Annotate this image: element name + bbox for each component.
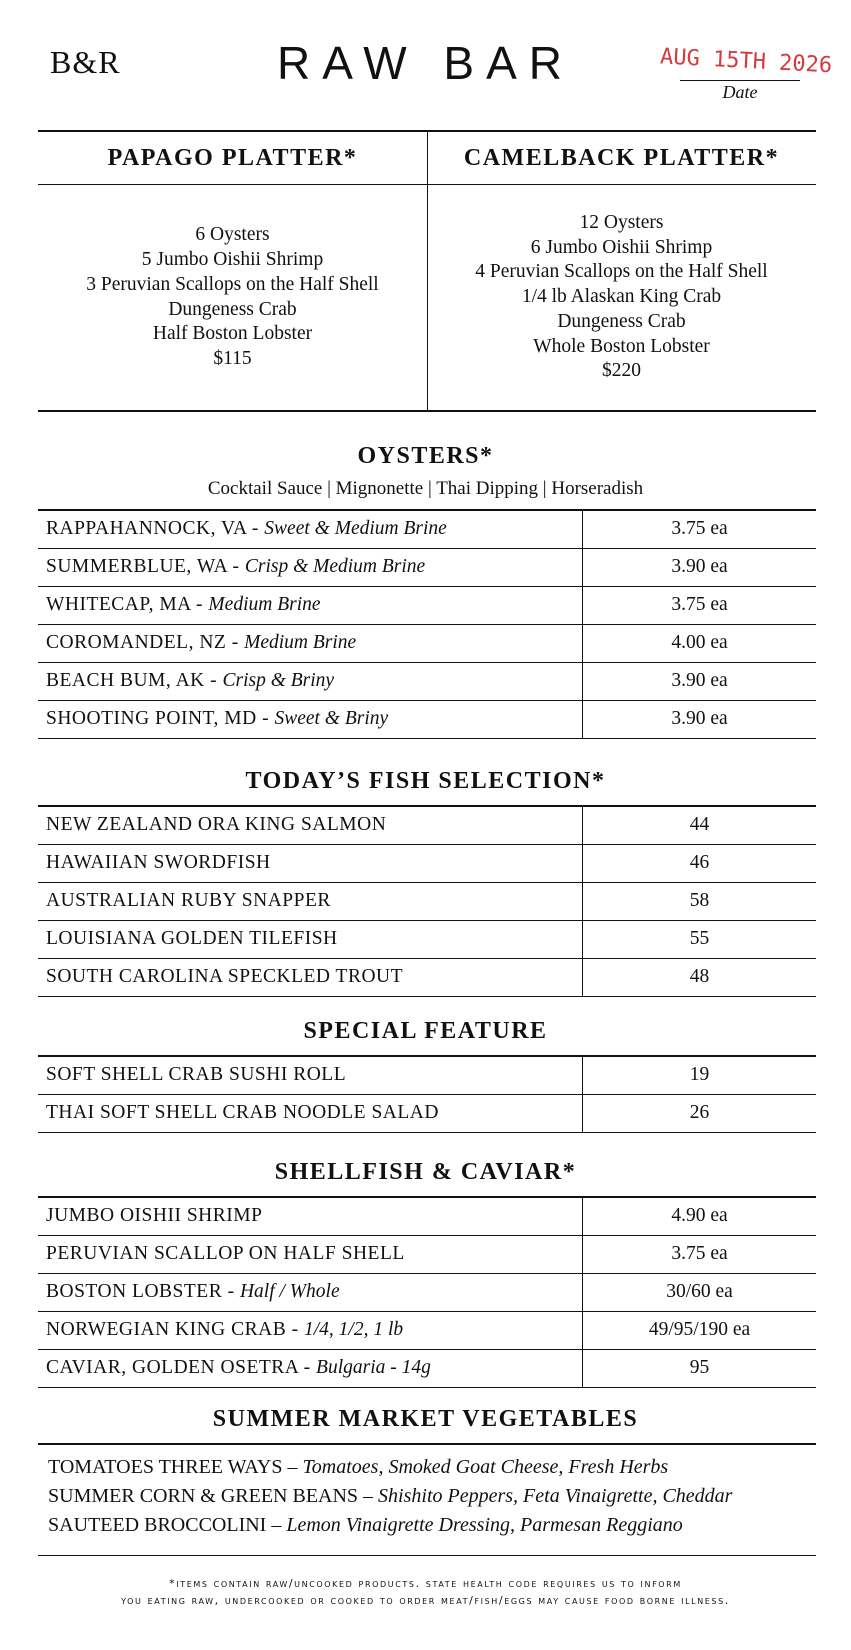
item-name [38, 586, 583, 624]
list-item [48, 1511, 818, 1540]
item-title: THAI SOFT SHELL CRAB NOODLE SALAD [38, 1094, 583, 1132]
platter-item: 6 Oysters [195, 224, 270, 246]
item-desc: Crisp & Medium Brine [244, 556, 426, 577]
section-title-fish: TODAY’S FISH SELECTION* [245, 768, 606, 794]
item-price: 48 [583, 958, 817, 996]
platter-items [38, 185, 427, 410]
item-title: SOFT SHELL CRAB SUSHI ROLL [38, 1056, 583, 1094]
item-sep: - [226, 632, 245, 653]
item-sep: – [266, 1514, 287, 1536]
item-price: 46 [583, 844, 817, 882]
platter-item: 6 Jumbo Oishii Shrimp [530, 236, 713, 258]
item-desc: Lemon Vinaigrette Dressing, Parmesan Reggiano [286, 1514, 683, 1536]
platter-title: PAPAGO PLATTER* [38, 132, 427, 185]
item-sep: – [358, 1485, 379, 1507]
page-title: RAW BAR [277, 37, 574, 89]
table-row [38, 1273, 816, 1311]
item-name [38, 1273, 583, 1311]
platter-item: Dungeness Crab [168, 298, 297, 320]
platters-box [38, 130, 816, 412]
item-sep: - [190, 594, 209, 615]
item-name [38, 1235, 583, 1273]
item-name [38, 510, 583, 548]
table-row [38, 586, 816, 624]
table-row [38, 1349, 816, 1387]
item-title: AUSTRALIAN RUBY SNAPPER [38, 882, 583, 920]
platter-title: CAMELBACK PLATTER* [427, 132, 816, 185]
divider [38, 1555, 816, 1556]
item-price: 58 [583, 882, 817, 920]
item-title: NEW ZEALAND ORA KING SALMON [38, 806, 583, 844]
section-title-special: SPECIAL FEATURE [303, 1018, 548, 1044]
item-name [38, 624, 583, 662]
table-row [38, 882, 816, 920]
item-title: SUMMER CORN & GREEN BEANS [48, 1485, 359, 1507]
item-sep: - [227, 556, 245, 577]
item-title: SAUTEED BROCCOLINI [48, 1514, 267, 1536]
table-row [38, 1197, 816, 1235]
table-row [38, 624, 816, 662]
item-name [38, 1197, 583, 1235]
item-desc: Shishito Peppers, Feta Vinaigrette, Cheddar [378, 1485, 733, 1507]
health-disclaimer [0, 1575, 851, 1609]
table-row [38, 844, 816, 882]
item-price: 4.90 ea [583, 1197, 817, 1235]
table-row [38, 920, 816, 958]
item-name [38, 700, 583, 738]
special-table [38, 1055, 816, 1133]
item-desc: 1/4, 1/2, 1 lb [304, 1319, 404, 1340]
platter-price: $115 [213, 348, 252, 370]
section-title-shellfish: SHELLFISH & CAVIAR* [274, 1159, 577, 1185]
item-title: WHITECAP, MA [46, 594, 191, 615]
platter-item: 12 Oysters [579, 211, 664, 233]
item-price: 26 [583, 1094, 817, 1132]
item-title: JUMBO OISHII SHRIMP [46, 1205, 263, 1227]
platter-item: 1/4 lb Alaskan King Crab [521, 286, 722, 308]
fish-table [38, 805, 816, 997]
list-item [48, 1453, 818, 1482]
item-title: SUMMERBLUE, WA [46, 556, 228, 577]
date-label: Date [722, 82, 758, 102]
item-desc: Sweet & Briny [274, 708, 389, 729]
table-row [38, 958, 816, 996]
item-price: 3.90 ea [583, 548, 817, 586]
item-title: NORWEGIAN KING CRAB [46, 1319, 287, 1340]
item-title: SHOOTING POINT, MD [46, 708, 257, 729]
item-desc: Bulgaria - 14g [316, 1357, 431, 1378]
item-price: 3.75 ea [583, 586, 817, 624]
table-row [38, 510, 816, 548]
table-row [38, 1094, 816, 1132]
item-desc: Tomatoes, Smoked Goat Cheese, Fresh Herbs [302, 1456, 669, 1478]
oysters-table [38, 509, 816, 739]
platter-papago [38, 132, 428, 410]
platter-items [427, 185, 816, 410]
table-row [38, 1235, 816, 1273]
item-sep: - [298, 1357, 317, 1378]
item-price: 3.90 ea [583, 662, 817, 700]
item-price: 3.75 ea [583, 510, 817, 548]
platter-item: Whole Boston Lobster [533, 335, 710, 357]
platter-camelback [427, 132, 816, 410]
table-row [38, 700, 816, 738]
item-price: 49/95/190 ea [583, 1311, 817, 1349]
item-desc: Half / Whole [239, 1281, 340, 1302]
item-title: BOSTON LOBSTER [46, 1281, 223, 1302]
item-title: SOUTH CAROLINA SPECKLED TROUT [38, 958, 583, 996]
platter-item: Dungeness Crab [557, 310, 686, 332]
item-sep: - [246, 518, 265, 540]
oyster-sauces: Cocktail Sauce | Mignonette | Thai Dipping | Horseradish [207, 478, 644, 499]
platter-price: $220 [602, 360, 641, 382]
item-price: 55 [583, 920, 817, 958]
item-name [38, 548, 583, 586]
table-row [38, 1056, 816, 1094]
disclaimer-line: you eating raw, undercooked or cooked to order meat/fish/eggs may cause food borne illness. [121, 1594, 730, 1607]
item-title: BEACH BUM, AK [46, 670, 205, 691]
item-title: COROMANDEL, NZ [46, 632, 227, 653]
table-row [38, 1311, 816, 1349]
item-desc: Medium Brine [244, 632, 357, 653]
disclaimer-line: *items contain raw/uncooked products. state health code requires us to inform [169, 1577, 682, 1590]
item-name [38, 1349, 583, 1387]
platter-item: Half Boston Lobster [152, 323, 313, 345]
item-title: PERUVIAN SCALLOP ON HALF SHELL [46, 1243, 405, 1264]
item-sep: - [222, 1281, 240, 1302]
item-desc: Sweet & Medium Brine [264, 518, 447, 540]
item-title: CAVIAR, GOLDEN OSETRA [46, 1357, 299, 1378]
item-title: LOUISIANA GOLDEN TILEFISH [38, 920, 583, 958]
platter-item: 4 Peruvian Scallops on the Half Shell [475, 261, 768, 283]
platter-item: 3 Peruvian Scallops on the Half Shell [86, 273, 379, 295]
item-sep: - [286, 1319, 304, 1340]
item-title: TOMATOES THREE WAYS [48, 1456, 283, 1478]
item-desc: Medium Brine [208, 594, 321, 615]
divider [38, 1443, 816, 1445]
list-item [48, 1482, 818, 1511]
section-title-vegetables: SUMMER MARKET VEGETABLES [212, 1406, 639, 1432]
item-name [38, 662, 583, 700]
item-price: 3.75 ea [583, 1235, 817, 1273]
item-price: 4.00 ea [583, 624, 817, 662]
item-sep: - [256, 708, 275, 729]
table-row [38, 662, 816, 700]
item-sep: - [204, 670, 223, 691]
date-stamp: AUG 15TH 2026 [659, 44, 833, 79]
item-price: 95 [583, 1349, 817, 1387]
item-price: 30/60 ea [583, 1273, 817, 1311]
shellfish-table [38, 1196, 816, 1388]
item-price: 44 [583, 806, 817, 844]
item-sep: – [282, 1456, 303, 1478]
item-desc: Crisp & Briny [222, 670, 335, 691]
table-row [38, 806, 816, 844]
item-name [38, 1311, 583, 1349]
item-title: HAWAIIAN SWORDFISH [38, 844, 583, 882]
date-underline [680, 80, 800, 81]
item-price: 3.90 ea [583, 700, 817, 738]
item-price: 19 [583, 1056, 817, 1094]
item-title: RAPPAHANNOCK, VA [46, 518, 247, 540]
vegetables-list [48, 1453, 818, 1540]
table-row [38, 548, 816, 586]
logo: B&R [50, 44, 121, 80]
section-title-oysters: OYSTERS* [357, 443, 494, 469]
platter-item: 5 Jumbo Oishii Shrimp [141, 248, 324, 270]
